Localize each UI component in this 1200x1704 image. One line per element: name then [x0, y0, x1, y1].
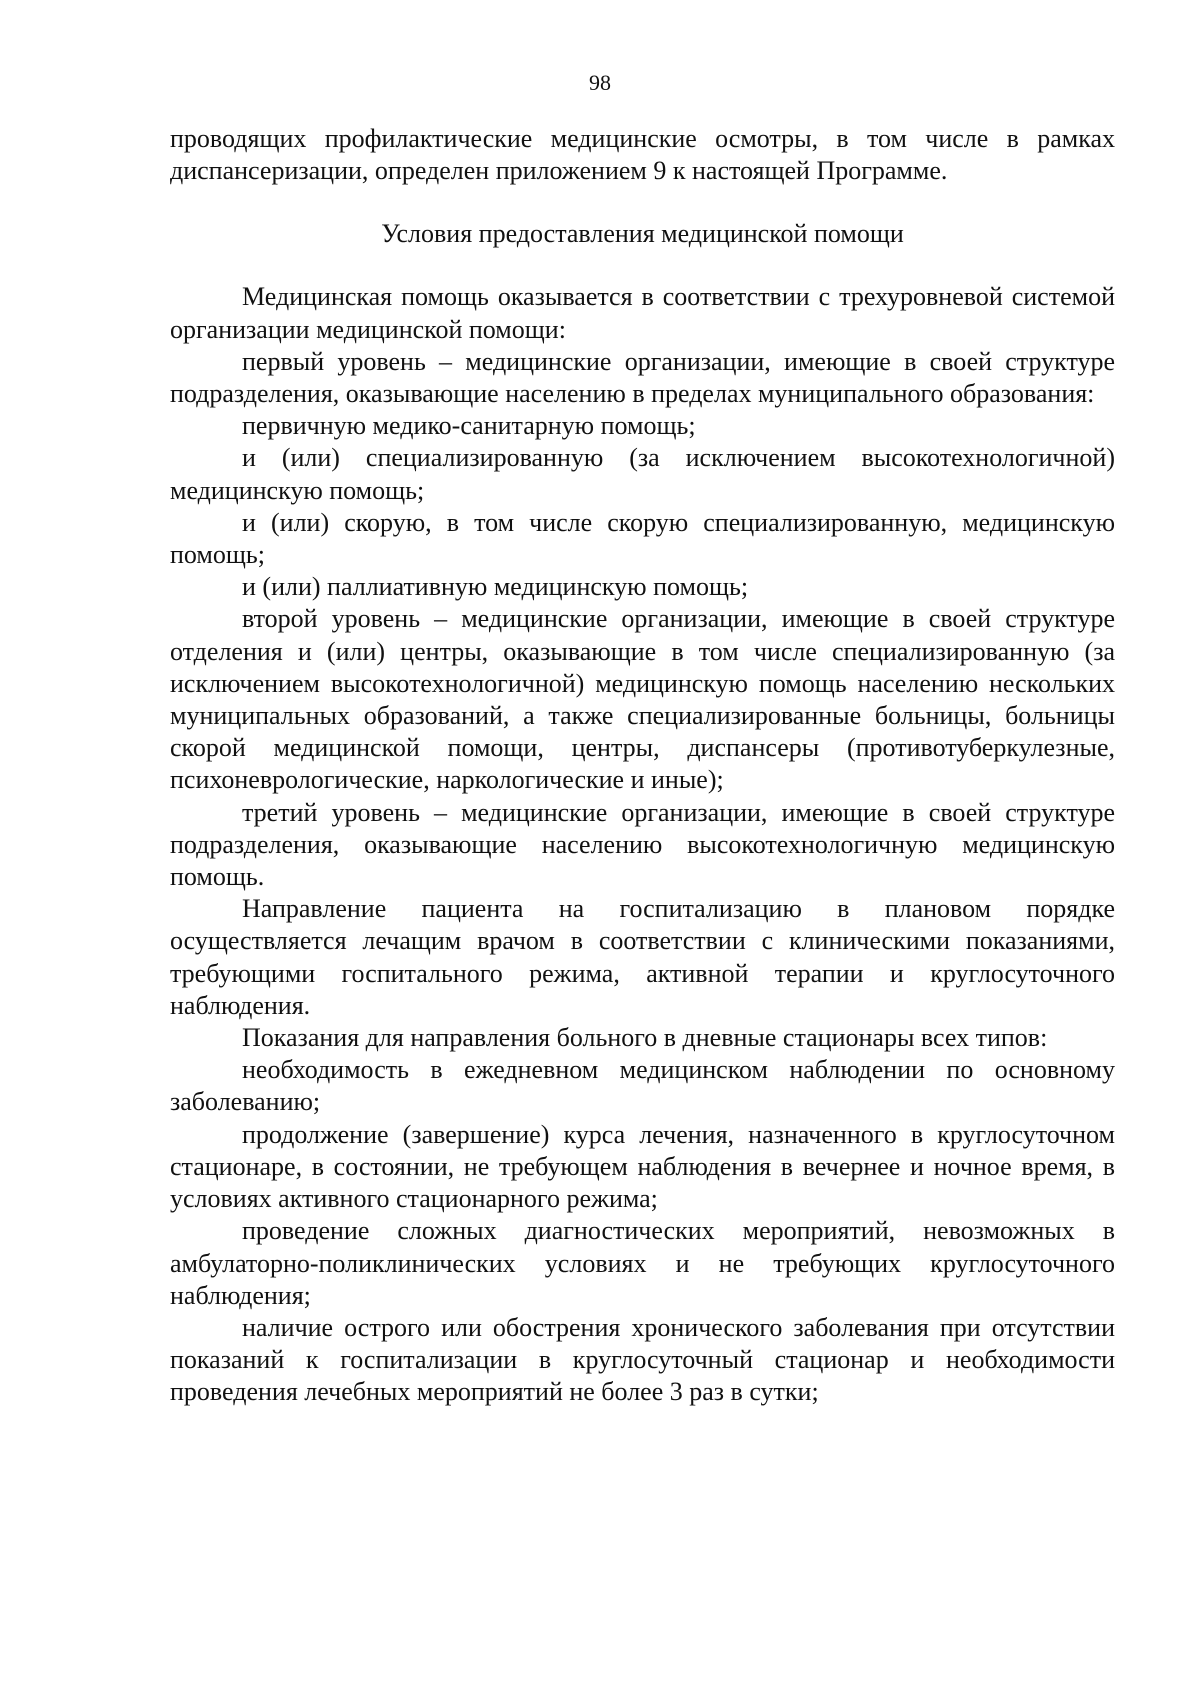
paragraph-primary-care: первичную медико-санитарную помощь; [242, 411, 696, 441]
paragraph-continued-treatment: продолжение (завершение) курса лечения, назначенного в круглосуточном стационаре, в состоянии, не требующем наблюдения в вечернее и ночное время, в условиях активного стационарного режима; [170, 1119, 1115, 1214]
paragraph-acute-disease: наличие острого или обострения хронического заболевания при отсутствии показаний к госпитализации в круглосуточный стационар и необходимости проведения лечебных мероприятий не более 3 раз в сутки; [170, 1312, 1115, 1407]
section-heading: Условия предоставления медицинской помощи [381, 219, 904, 249]
paragraph-daily-observation: необходимость в ежедневном медицинском наблюдении по основному заболеванию; [170, 1055, 1115, 1117]
document-body [170, 123, 1115, 1409]
page-number: 98 [589, 70, 611, 95]
paragraph-diagnostic-procedures: проведение сложных диагностических мероприятий, невозможных в амбулаторно-поликлинических условиях и не требующих круглосуточного наблюдения; [170, 1216, 1115, 1310]
paragraph-level-three: третий уровень – медицинские организации, имеющие в своей структуре подразделения, оказывающие населению высокотехнологичную медицинскую помощь. [170, 797, 1115, 892]
paragraph-level-two: второй уровень – медицинские организации, имеющие в своей структуре отделения и (или) центры, оказывающие в том числе специализированную (за исключением высокотехнологичной) медицинскую помощь населению нескольких муниципальных образований, а также специализированные больницы, больницы скорой медицинской помощи, центры, диспансеры (противотуберкулезные, психоневрологические, наркологические и иные); [170, 604, 1115, 795]
paragraph-hospital-referral: Направление пациента на госпитализацию в плановом порядке осуществляется лечащим врачом в соответствии с клиническими показаниями, требующими госпитального режима, активной терапии и круглосуточного наблюдения. [170, 894, 1115, 1020]
paragraph-care-levels-intro: Медицинская помощь оказывается в соответствии с трехуровневой системой организации медицинской помощи: [170, 282, 1115, 344]
paragraph-specialized-care: и (или) специализированную (за исключением высокотехнологичной) медицинскую помощь; [170, 443, 1115, 505]
paragraph-day-hospital-indications: Показания для направления больного в дневные стационары всех типов: [242, 1023, 1048, 1053]
paragraph-palliative-care: и (или) паллиативную медицинскую помощь; [242, 572, 749, 602]
paragraph-emergency-care: и (или) скорую, в том числе скорую специализированную, медицинскую помощь; [170, 507, 1115, 570]
intro-paragraph: проводящих профилактические медицинские осмотры, в том числе в рамках диспансеризации, определен приложением 9 к настоящей Программе. [170, 124, 1115, 186]
paragraph-level-one: первый уровень – медицинские организации, имеющие в своей структуре подразделения, оказывающие населению в пределах муниципального образования: [170, 346, 1115, 409]
